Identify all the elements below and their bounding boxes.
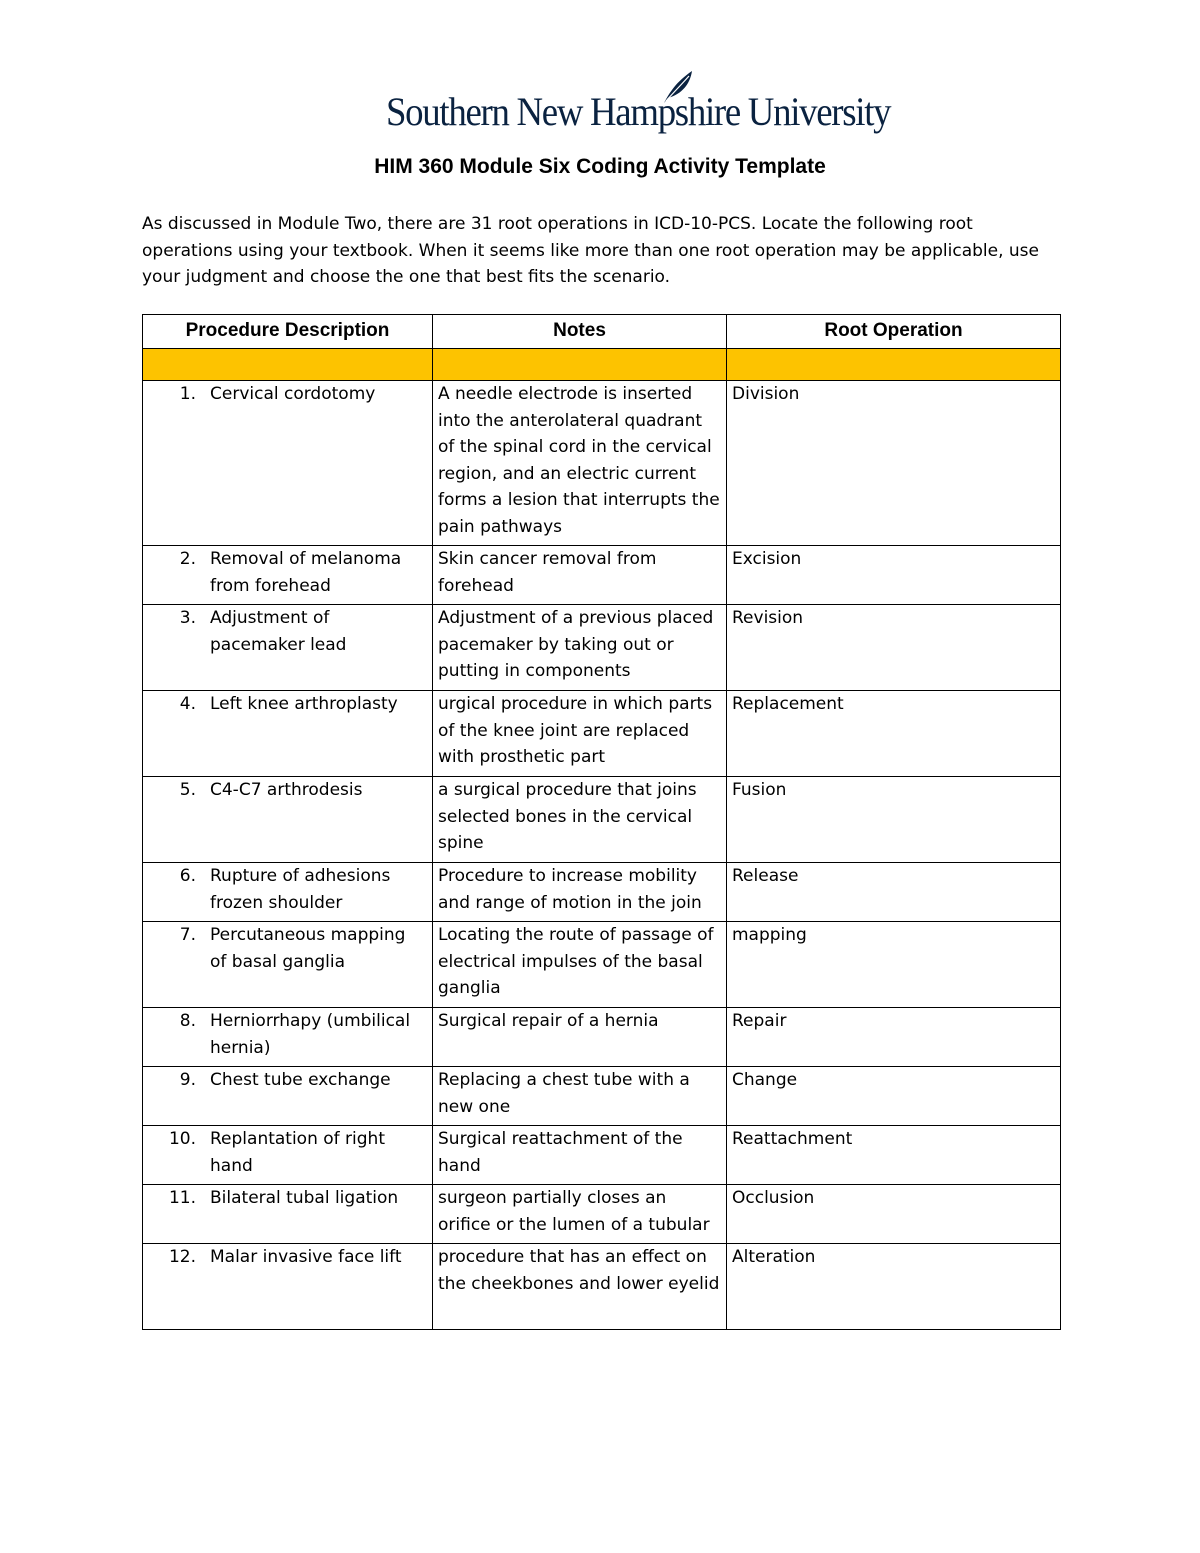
root-operation-cell: Fusion: [727, 777, 1061, 863]
notes-cell: urgical procedure in which parts of the knee joint are replaced with prosthetic part: [433, 691, 727, 777]
row-number: 6.: [179, 866, 196, 886]
table-row: [143, 691, 1061, 777]
root-operation-cell: Alteration: [727, 1244, 1061, 1330]
procedure-description: Replantation of right hand: [210, 1129, 385, 1176]
notes-cell: Surgical repair of a hernia: [433, 1008, 727, 1067]
procedure-description: Removal of melanoma from forehead: [210, 549, 402, 596]
table-row: [143, 605, 1061, 691]
row-number: 1.: [179, 384, 196, 404]
procedure-description: Chest tube exchange: [210, 1070, 391, 1090]
root-operation-cell: Replacement: [727, 691, 1061, 777]
procedure-cell: [143, 381, 433, 546]
row-number: 11.: [168, 1188, 196, 1208]
notes-cell: Procedure to increase mobility and range of motion in the join: [433, 863, 727, 922]
table-row: [143, 922, 1061, 1008]
procedure-description: C4-C7 arthrodesis: [210, 780, 363, 800]
procedure-cell: [143, 922, 433, 1008]
procedure-description: Adjustment of pacemaker lead: [210, 608, 347, 655]
root-operation-cell: Change: [727, 1067, 1061, 1126]
notes-cell: Replacing a chest tube with a new one: [433, 1067, 727, 1126]
procedure-cell: [143, 1067, 433, 1126]
root-operation-cell: Division: [727, 381, 1061, 546]
row-number: 10.: [168, 1129, 196, 1149]
notes-cell: Adjustment of a previous placed pacemaker by taking out or putting in components: [433, 605, 727, 691]
header-root-operation: Root Operation: [727, 315, 1061, 349]
header-procedure-description: Procedure Description: [143, 315, 433, 349]
section-divider-row: [143, 349, 1061, 381]
row-number: 2.: [179, 549, 196, 569]
notes-cell: A needle electrode is inserted into the anterolateral quadrant of the spinal cord in the cervical region, and an electric current forms a lesion that interrupts the pain pathways: [433, 381, 727, 546]
notes-cell: a surgical procedure that joins selected bones in the cervical spine: [433, 777, 727, 863]
procedure-description: Left knee arthroplasty: [210, 694, 398, 714]
root-operation-cell: Release: [727, 863, 1061, 922]
procedure-cell: [143, 863, 433, 922]
procedure-description: Herniorrhapy (umbilical hernia): [210, 1011, 411, 1058]
procedure-cell: [143, 1185, 433, 1244]
table-row: [143, 1244, 1061, 1330]
divider-cell: [727, 349, 1061, 381]
procedure-description: Percutaneous mapping of basal ganglia: [210, 925, 406, 972]
row-number: 3.: [179, 608, 196, 628]
procedure-cell: [143, 691, 433, 777]
root-operation-cell: Reattachment: [727, 1126, 1061, 1185]
root-operations-table: [142, 314, 1061, 1330]
table-row: [143, 1067, 1061, 1126]
procedure-description: Malar invasive face lift: [210, 1247, 402, 1267]
table-row: [143, 1008, 1061, 1067]
procedure-cell: [143, 1126, 433, 1185]
row-number: 12.: [168, 1247, 196, 1267]
root-operation-cell: Repair: [727, 1008, 1061, 1067]
row-number: 5.: [179, 780, 196, 800]
table-row: [143, 1185, 1061, 1244]
table-row: [143, 1126, 1061, 1185]
logo-text: Southern New Hampshire University: [386, 89, 891, 134]
root-operation-cell: Occlusion: [727, 1185, 1061, 1244]
table-row: [143, 777, 1061, 863]
procedure-cell: [143, 1008, 433, 1067]
notes-cell: surgeon partially closes an orifice or the lumen of a tubular: [433, 1185, 727, 1244]
procedure-cell: [143, 546, 433, 605]
divider-cell: [143, 349, 433, 381]
row-number: 8.: [179, 1011, 196, 1031]
intro-paragraph: As discussed in Module Two, there are 31 root operations in ICD-10-PCS. Locate the following root operations using your textbook. When it seems like more than one root operation may be applicable, use your judgment and choose the one that best fits the scenario.: [142, 214, 1039, 287]
table-row: [143, 863, 1061, 922]
notes-cell: Skin cancer removal from forehead: [433, 546, 727, 605]
table-row: [143, 381, 1061, 546]
notes-cell: Surgical reattachment of the hand: [433, 1126, 727, 1185]
procedure-description: Cervical cordotomy: [210, 384, 376, 404]
row-number: 4.: [179, 694, 196, 714]
root-operation-cell: Excision: [727, 546, 1061, 605]
procedure-cell: [143, 777, 433, 863]
table-row: [143, 546, 1061, 605]
procedure-description: Bilateral tubal ligation: [210, 1188, 399, 1208]
row-number: 9.: [179, 1070, 196, 1090]
root-operation-cell: Revision: [727, 605, 1061, 691]
row-number: 7.: [179, 925, 196, 945]
document-title: HIM 360 Module Six Coding Activity Template: [374, 155, 826, 178]
header-notes: Notes: [433, 315, 727, 349]
table-header-row: [143, 315, 1061, 349]
procedure-cell: [143, 605, 433, 691]
notes-cell: Locating the route of passage of electrical impulses of the basal ganglia: [433, 922, 727, 1008]
procedure-description: Rupture of adhesions frozen shoulder: [210, 866, 391, 913]
notes-cell: procedure that has an effect on the cheekbones and lower eyelid: [433, 1244, 727, 1330]
university-logo: [386, 70, 891, 140]
procedure-cell: [143, 1244, 433, 1330]
root-operation-cell: mapping: [727, 922, 1061, 1008]
divider-cell: [433, 349, 727, 381]
